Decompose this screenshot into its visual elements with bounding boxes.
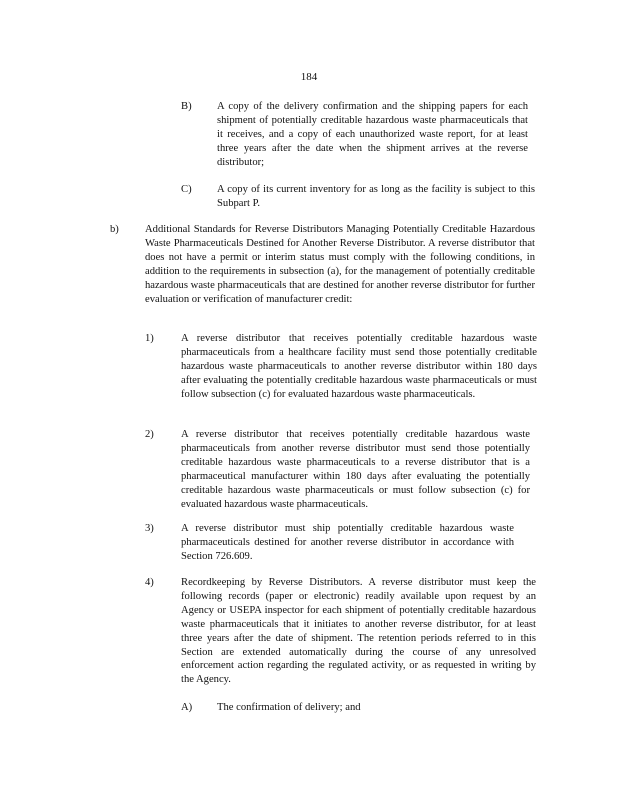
item-text: A reverse distributor that receives potentially creditable hazardous waste pharmaceuticals from another reverse distributor must send those potentially creditable hazardous waste pharmaceuticals to a reverse distributor that is a pharmaceutical manufacturer within 180 days after evaluating the potentially creditable hazardous waste pharmaceuticals or must follow subsection (c) for evaluated hazardous waste pharmaceuticals. (181, 429, 530, 510)
item-text: A reverse distributor must ship potentially creditable hazardous waste pharmaceuticals destined for another reverse distributor in accordance with Section 726.609. (181, 523, 514, 562)
item-label: 4) (145, 577, 154, 588)
item-label: A) (181, 702, 193, 713)
item-text: A copy of the delivery confirmation and the shipping papers for each shipment of potentially creditable hazardous waste pharmaceuticals that it receives, and a copy of each unauthorized waste report, for at least three years after the date when the shipment arrives at the reverse distributor; (217, 101, 528, 168)
item-label: b) (110, 224, 119, 235)
item-text: A reverse distributor that receives potentially creditable hazardous waste pharmaceuticals from a healthcare facility must send those potentially creditable hazardous waste pharmaceuticals to another reverse distributor within 180 days after evaluating the potentially creditable hazardous waste pharmaceuticals or must follow subsection (c) for evaluated hazardous waste pharmaceuticals. (181, 333, 537, 400)
item-text: Additional Standards for Reverse Distributors Managing Potentially Creditable Hazardous Waste Pharmaceuticals Destined for Another Reverse Distributor. A reverse distributor that does not have a permit or interim status must comply with the following conditions, in addition to the requirements in subsection (a), for the management of potentially creditable hazardous waste pharmaceuticals that are destined for another reverse distributor for further evaluation or verification of manufacturer credit: (145, 224, 535, 305)
item-text: A copy of its current inventory for as long as the facility is subject to this Subpart P. (217, 184, 535, 209)
item-label: C) (181, 184, 192, 195)
item-label: 1) (145, 333, 154, 344)
item-text: Recordkeeping by Reverse Distributors. A reverse distributor must keep the following records (paper or electronic) readily available upon request by an Agency or USEPA inspector for each shipment of potentially creditable hazardous waste pharmaceuticals that it initiates to another reverse distributor, for at least three years after the date of shipment. The retention periods referred to in this Section are extended automatically during the course of any unresolved enforcement action regarding the regulated activity, or as requested in writing by the Agency. (181, 577, 536, 686)
page-number: 184 (300, 71, 318, 83)
item-text: The confirmation of delivery; and (217, 702, 361, 713)
item-label: 3) (145, 523, 154, 534)
item-label: 2) (145, 429, 154, 440)
item-label: B) (181, 101, 192, 112)
